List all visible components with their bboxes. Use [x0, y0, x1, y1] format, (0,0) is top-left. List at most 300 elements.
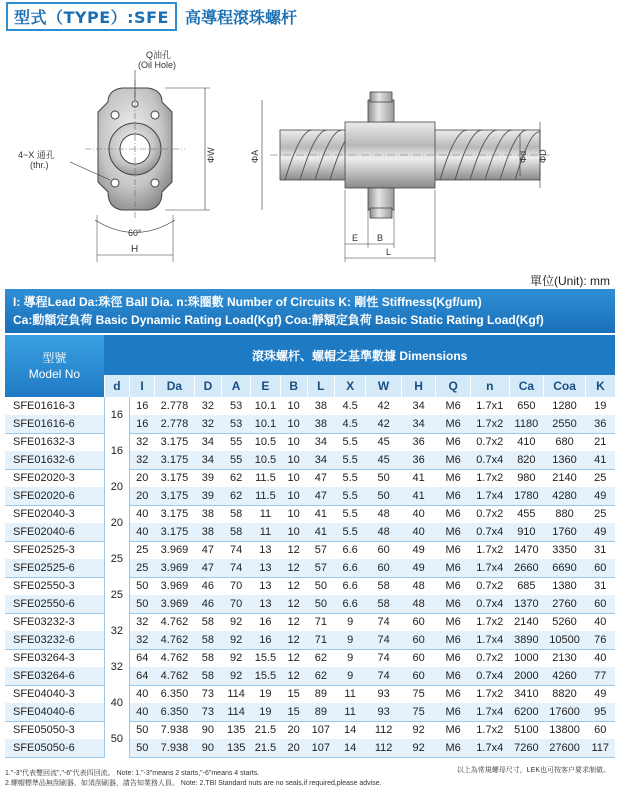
table-cell: M6	[436, 505, 471, 523]
model-number: SFE04040-3	[5, 685, 104, 703]
table-cell: 13	[251, 577, 280, 595]
model-number: SFE02020-6	[5, 487, 104, 505]
table-cell: 41	[401, 469, 436, 487]
table-cell: 3.175	[155, 433, 195, 451]
dim-d-small-label: Φd	[518, 150, 528, 163]
table-cell: 2140	[544, 469, 586, 487]
table-cell: 34	[194, 451, 221, 469]
table-cell: 74	[366, 613, 402, 631]
table-cell: 57	[307, 559, 334, 577]
table-cell: 20	[280, 721, 307, 739]
table-cell: M6	[436, 469, 471, 487]
model-number: SFE02040-6	[5, 523, 104, 541]
table-cell: 4260	[544, 667, 586, 685]
table-cell: 31	[585, 577, 615, 595]
table-cell: 12	[280, 613, 307, 631]
table-cell: M6	[436, 559, 471, 577]
model-header-cn: 型號	[42, 351, 67, 365]
table-cell: 47	[307, 487, 334, 505]
table-cell: 1.7x2	[470, 685, 509, 703]
table-cell: 21.5	[251, 739, 280, 757]
table-cell: 3.969	[155, 559, 195, 577]
table-cell: 1.7x4	[470, 487, 509, 505]
model-header	[5, 335, 104, 397]
table-cell: 70	[222, 595, 251, 613]
table-cell: 1.7x2	[470, 415, 509, 433]
table-cell: 32	[194, 397, 221, 415]
table-cell: M6	[436, 703, 471, 721]
dim-w-label: ΦW	[206, 147, 216, 163]
model-number: SFE05050-6	[5, 739, 104, 757]
table-cell: 3.969	[155, 541, 195, 559]
model-number: SFE02525-3	[5, 541, 104, 559]
table-cell: 1.7x2	[470, 469, 509, 487]
shaft-diameter: 20	[104, 469, 129, 505]
table-cell: 3890	[509, 631, 544, 649]
table-cell: 0.7x2	[470, 577, 509, 595]
table-cell: 4.762	[155, 613, 195, 631]
table-cell: 36	[401, 433, 436, 451]
legend-line-2: Ca:動額定負荷 Basic Dynamic Rating Load(Kgf) Coa:靜額定負荷 Basic Static Rating Load(Kgf)	[13, 313, 544, 327]
table-cell: 0.7x2	[470, 649, 509, 667]
table-cell: 21	[585, 433, 615, 451]
table-cell: 15.5	[251, 649, 280, 667]
table-cell: 107	[307, 739, 334, 757]
table-cell: 55	[222, 433, 251, 451]
model-number: SFE03264-6	[5, 667, 104, 685]
table-cell: 16	[129, 415, 154, 433]
table-cell: 11	[334, 703, 365, 721]
model-number: SFE01616-3	[5, 397, 104, 415]
table-cell: 13	[251, 559, 280, 577]
model-number: SFE02550-6	[5, 595, 104, 613]
model-number: SFE05050-3	[5, 721, 104, 739]
table-cell: 15.5	[251, 667, 280, 685]
table-cell: 25	[585, 505, 615, 523]
table-row	[5, 631, 615, 649]
table-cell: 2.778	[155, 415, 195, 433]
table-cell: 1.7x4	[470, 631, 509, 649]
table-cell: 2660	[509, 559, 544, 577]
table-cell: 74	[366, 631, 402, 649]
table-cell: 71	[307, 631, 334, 649]
shaft-diameter: 40	[104, 685, 129, 721]
table-cell: M6	[436, 451, 471, 469]
table-row	[5, 739, 615, 757]
column-header: d	[104, 375, 129, 397]
angle-label: 60°	[128, 228, 142, 238]
table-cell: 50	[129, 577, 154, 595]
table-cell: 13	[251, 595, 280, 613]
table-cell: 20	[129, 487, 154, 505]
table-cell: 40	[585, 649, 615, 667]
table-row	[5, 541, 615, 559]
table-cell: 1.7x4	[470, 739, 509, 757]
table-cell: 46	[194, 595, 221, 613]
thru-hole-label-en: (thr.)	[30, 160, 49, 170]
table-cell: 50	[307, 577, 334, 595]
table-cell: 50	[129, 721, 154, 739]
table-cell: 50	[129, 739, 154, 757]
table-cell: 40	[401, 505, 436, 523]
table-cell: M6	[436, 595, 471, 613]
flange-front-view	[85, 80, 185, 220]
table-cell: 41	[307, 505, 334, 523]
table-cell: 680	[544, 433, 586, 451]
table-row	[5, 613, 615, 631]
column-header: H	[401, 375, 436, 397]
table-cell: M6	[436, 577, 471, 595]
spec-table-body	[5, 397, 615, 757]
model-number: SFE04040-6	[5, 703, 104, 721]
table-cell: 12	[280, 577, 307, 595]
table-cell: 47	[194, 559, 221, 577]
column-header: Coa	[544, 375, 586, 397]
table-cell: 10.5	[251, 433, 280, 451]
table-cell: 36	[585, 415, 615, 433]
table-cell: 50	[129, 595, 154, 613]
table-cell: 58	[366, 595, 402, 613]
footnote-2: 2.螺帽標準品無刮刷器，如須刮刷器，請告知業務人員。 Note: 2.TBI Standard nuts are no seals,if required,please advise.	[5, 780, 382, 787]
column-header: B	[280, 375, 307, 397]
table-cell: 53	[222, 397, 251, 415]
table-cell: 12	[280, 649, 307, 667]
table-cell: 410	[509, 433, 544, 451]
dimensions-header: 滾珠螺杆、螺帽之基準數據 Dimensions	[104, 335, 615, 375]
custom-note: 以上為常規螺母尺寸，LEK也可按客户要求制做。	[456, 767, 610, 774]
table-cell: 76	[585, 631, 615, 649]
table-cell: 90	[194, 721, 221, 739]
table-cell: 34	[307, 433, 334, 451]
table-cell: 9	[334, 613, 365, 631]
table-cell: 6.6	[334, 541, 365, 559]
table-row	[5, 433, 615, 451]
table-cell: 70	[222, 577, 251, 595]
table-cell: 12	[280, 541, 307, 559]
table-row	[5, 685, 615, 703]
legend-bar	[5, 289, 615, 333]
table-cell: 71	[307, 613, 334, 631]
table-cell: 3.175	[155, 523, 195, 541]
table-cell: 16	[251, 631, 280, 649]
table-cell: 0.7x4	[470, 667, 509, 685]
table-cell: 32	[129, 451, 154, 469]
table-cell: 685	[509, 577, 544, 595]
table-cell: 2.778	[155, 397, 195, 415]
table-cell: M6	[436, 397, 471, 415]
table-cell: 19	[251, 685, 280, 703]
table-cell: 10	[280, 487, 307, 505]
table-cell: 4280	[544, 487, 586, 505]
oil-hole-label-en: (Oil Hole)	[138, 60, 177, 70]
table-cell: 650	[509, 397, 544, 415]
oil-hole-label: Q油孔	[146, 50, 172, 60]
table-cell: 0.7x4	[470, 523, 509, 541]
table-cell: 92	[222, 649, 251, 667]
table-cell: 13800	[544, 721, 586, 739]
table-cell: 34	[307, 451, 334, 469]
table-cell: 62	[222, 487, 251, 505]
table-cell: 90	[194, 739, 221, 757]
table-cell: 12	[280, 559, 307, 577]
table-cell: 58	[194, 613, 221, 631]
table-cell: 47	[307, 469, 334, 487]
column-header: L	[307, 375, 334, 397]
table-cell: 11.5	[251, 469, 280, 487]
table-cell: 1.7x4	[470, 559, 509, 577]
table-cell: 1.7x1	[470, 397, 509, 415]
table-cell: 1760	[544, 523, 586, 541]
table-cell: 114	[222, 685, 251, 703]
table-cell: 5.5	[334, 523, 365, 541]
table-row	[5, 487, 615, 505]
table-cell: 11	[251, 523, 280, 541]
shaft-diameter: 16	[104, 433, 129, 469]
table-cell: 6200	[509, 703, 544, 721]
type-label: 型式（TYPE）:SFE	[6, 2, 177, 31]
table-cell: 3350	[544, 541, 586, 559]
table-cell: 75	[401, 703, 436, 721]
table-cell: 107	[307, 721, 334, 739]
table-cell: M6	[436, 685, 471, 703]
table-cell: 50	[366, 469, 402, 487]
model-number: SFE03232-3	[5, 613, 104, 631]
column-header: I	[129, 375, 154, 397]
table-cell: 1280	[544, 397, 586, 415]
table-cell: 10	[280, 523, 307, 541]
table-cell: 60	[585, 721, 615, 739]
table-cell: 40	[129, 523, 154, 541]
dim-a-label: ΦA	[250, 149, 260, 163]
table-cell: 95	[585, 703, 615, 721]
table-cell: 40	[401, 523, 436, 541]
table-cell: 32	[129, 433, 154, 451]
table-cell: 1.7x2	[470, 613, 509, 631]
model-number: SFE02020-3	[5, 469, 104, 487]
table-cell: 6.6	[334, 577, 365, 595]
table-cell: 3.175	[155, 505, 195, 523]
table-cell: 19	[585, 397, 615, 415]
table-cell: 10	[280, 451, 307, 469]
table-cell: 1180	[509, 415, 544, 433]
column-header: K	[585, 375, 615, 397]
column-header: Da	[155, 375, 195, 397]
table-row	[5, 703, 615, 721]
spec-table	[5, 335, 615, 758]
table-cell: 38	[307, 397, 334, 415]
table-cell: 11.5	[251, 487, 280, 505]
table-cell: 6.350	[155, 685, 195, 703]
table-cell: 58	[194, 631, 221, 649]
table-cell: M6	[436, 739, 471, 757]
table-cell: 7260	[509, 739, 544, 757]
shaft-diameter: 32	[104, 649, 129, 685]
table-row	[5, 469, 615, 487]
table-cell: 11	[251, 505, 280, 523]
table-cell: 0.7x2	[470, 505, 509, 523]
table-cell: 45	[366, 451, 402, 469]
table-cell: 0.7x2	[470, 433, 509, 451]
table-cell: 8820	[544, 685, 586, 703]
table-cell: 0.7x4	[470, 595, 509, 613]
ballscrew-side-view	[270, 92, 550, 218]
table-cell: 42	[366, 397, 402, 415]
table-cell: 3.969	[155, 577, 195, 595]
table-cell: 93	[366, 685, 402, 703]
table-cell: M6	[436, 415, 471, 433]
dim-e-label: E	[352, 233, 359, 243]
table-cell: 49	[401, 541, 436, 559]
table-cell: 49	[585, 487, 615, 505]
shaft-diameter: 16	[104, 397, 129, 433]
table-cell: 1780	[509, 487, 544, 505]
table-cell: 73	[194, 703, 221, 721]
table-cell: 1360	[544, 451, 586, 469]
table-cell: M6	[436, 649, 471, 667]
table-cell: 32	[129, 613, 154, 631]
table-cell: 3410	[509, 685, 544, 703]
table-row	[5, 523, 615, 541]
dim-l-label: L	[386, 247, 392, 257]
table-row	[5, 559, 615, 577]
table-row	[5, 721, 615, 739]
table-cell: 93	[366, 703, 402, 721]
table-cell: 60	[585, 559, 615, 577]
table-cell: 60	[366, 541, 402, 559]
table-cell: 6.6	[334, 595, 365, 613]
table-cell: 15	[280, 703, 307, 721]
table-cell: 455	[509, 505, 544, 523]
table-cell: 25	[129, 541, 154, 559]
table-cell: 1380	[544, 577, 586, 595]
table-cell: 5.5	[334, 451, 365, 469]
dim-b-label: B	[377, 233, 384, 243]
table-cell: 74	[222, 541, 251, 559]
table-cell: 10	[280, 505, 307, 523]
table-cell: 41	[585, 451, 615, 469]
table-cell: 9	[334, 667, 365, 685]
table-cell: 77	[585, 667, 615, 685]
table-cell: 75	[401, 685, 436, 703]
table-cell: 60	[401, 649, 436, 667]
table-cell: 40	[585, 613, 615, 631]
table-cell: 25	[129, 559, 154, 577]
table-cell: 9	[334, 631, 365, 649]
table-cell: 32	[194, 415, 221, 433]
table-cell: 980	[509, 469, 544, 487]
table-cell: 7.938	[155, 721, 195, 739]
table-cell: 55	[222, 451, 251, 469]
table-cell: 62	[307, 649, 334, 667]
model-number: SFE02525-6	[5, 559, 104, 577]
table-cell: 880	[544, 505, 586, 523]
table-cell: 89	[307, 703, 334, 721]
table-cell: 14	[334, 721, 365, 739]
table-cell: 5.5	[334, 487, 365, 505]
table-cell: 58	[366, 577, 402, 595]
table-cell: 92	[401, 739, 436, 757]
table-row	[5, 415, 615, 433]
table-cell: 60	[401, 631, 436, 649]
model-number: SFE03232-6	[5, 631, 104, 649]
table-cell: 117	[585, 739, 615, 757]
table-cell: 48	[401, 595, 436, 613]
table-cell: 48	[366, 505, 402, 523]
column-header: n	[470, 375, 509, 397]
table-cell: 19	[251, 703, 280, 721]
table-cell: 20	[280, 739, 307, 757]
table-cell: 50	[307, 595, 334, 613]
table-cell: M6	[436, 433, 471, 451]
table-cell: 41	[401, 487, 436, 505]
table-cell: 49	[585, 685, 615, 703]
table-cell: 40	[129, 505, 154, 523]
table-cell: 5.5	[334, 433, 365, 451]
table-cell: M6	[436, 487, 471, 505]
table-cell: 1.7x4	[470, 703, 509, 721]
title-bar	[6, 4, 297, 28]
table-cell: 6.350	[155, 703, 195, 721]
table-row	[5, 595, 615, 613]
table-cell: 5.5	[334, 505, 365, 523]
table-cell: 89	[307, 685, 334, 703]
table-cell: 60	[401, 613, 436, 631]
shaft-diameter: 25	[104, 577, 129, 613]
table-cell: 2140	[509, 613, 544, 631]
table-cell: M6	[436, 613, 471, 631]
unit-label: 單位(Unit): mm	[530, 274, 610, 288]
dim-h-label: H	[131, 244, 139, 255]
table-cell: 13	[251, 541, 280, 559]
shaft-diameter: 50	[104, 721, 129, 757]
table-cell: 10500	[544, 631, 586, 649]
table-cell: 34	[401, 415, 436, 433]
column-header: W	[366, 375, 402, 397]
table-cell: 92	[222, 613, 251, 631]
table-cell: 34	[401, 397, 436, 415]
table-cell: 2130	[544, 649, 586, 667]
table-cell: 5100	[509, 721, 544, 739]
table-cell: 135	[222, 721, 251, 739]
model-number: SFE01632-6	[5, 451, 104, 469]
table-cell: 16	[129, 397, 154, 415]
table-cell: 16	[251, 613, 280, 631]
table-row	[5, 577, 615, 595]
table-cell: 5.5	[334, 469, 365, 487]
table-cell: 3.969	[155, 595, 195, 613]
table-cell: 1000	[509, 649, 544, 667]
table-cell: 36	[401, 451, 436, 469]
table-cell: 14	[334, 739, 365, 757]
dim-d-label: ΦD	[538, 149, 548, 163]
table-cell: 41	[307, 523, 334, 541]
table-cell: 39	[194, 469, 221, 487]
table-cell: 11	[334, 685, 365, 703]
table-cell: 58	[194, 667, 221, 685]
table-cell: 49	[401, 559, 436, 577]
column-header: Q	[436, 375, 471, 397]
table-cell: 10	[280, 469, 307, 487]
table-cell: 58	[222, 523, 251, 541]
table-cell: 38	[307, 415, 334, 433]
table-cell: 4.762	[155, 631, 195, 649]
table-cell: 9	[334, 649, 365, 667]
table-cell: M6	[436, 667, 471, 685]
table-cell: 46	[194, 577, 221, 595]
table-cell: 53	[222, 415, 251, 433]
table-cell: 4.762	[155, 649, 195, 667]
column-header: A	[222, 375, 251, 397]
